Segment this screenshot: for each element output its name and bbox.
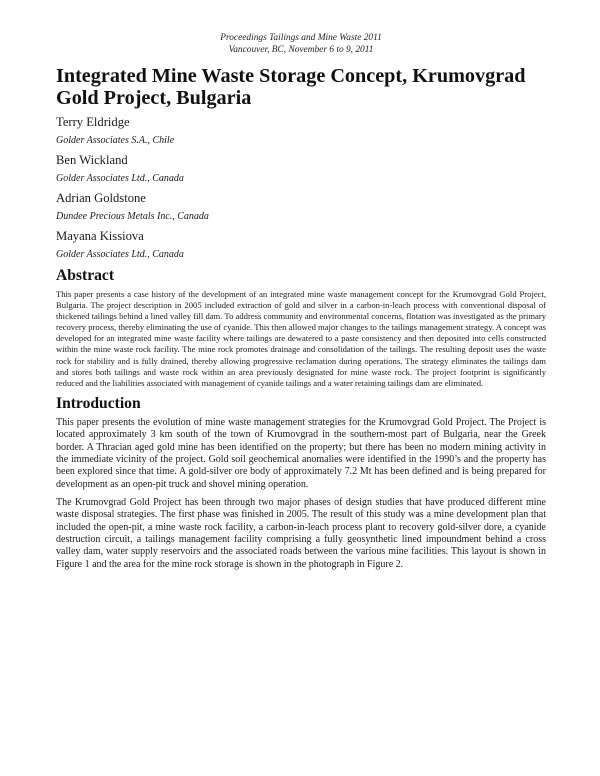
author-affiliation: Golder Associates Ltd., Canada: [56, 173, 184, 184]
paper-title: Integrated Mine Waste Storage Concept, Krumovgrad Gold Project, Bulgaria: [56, 65, 526, 109]
author-name: Mayana Kissiova: [56, 229, 144, 243]
author-affiliation: Dundee Precious Metals Inc., Canada: [56, 211, 209, 222]
author-block: [56, 153, 546, 185]
abstract-text: This paper presents a case history of the development of an integrated mine waste management concept for the Krumovgrad Gold Project, Bulgaria. The project description in 2005 included extraction of gold and silver in a carbon-in-leach process with conventional disposal of thickened tailings behind a lined valley fill dam. To address community and environmental concerns, flotation was investigated as the primary recovery process, thereby eliminating the use of cyanide. This then allowed major changes to the tailings management strategy. A concept was developed for an integrated mine waste facility where tailings are dewatered to a paste consistency and then deposited into cells constructed within the mine waste rock facility. The mine rock promotes drainage and consolidation of the tailings. The resulting deposit uses the waste rock for stability and is fully drained, thereby allowing progressive reclamation during operations. The strategy eliminates the tailings dam and stores both tailings and waste rock within an area previously designated for mine waste rock. The project footprint is significantly reduced and the liabilities associated with management of cyanide tailings and a water retaining tailings dam are eliminated.: [56, 289, 546, 388]
introduction-paragraph: The Krumovgrad Gold Project has been through two major phases of design studies that have produced different mine waste disposal strategies. The first phase was finished in 2005. The result of this study was a mine development plan that included the open-pit, a mine waste rock facility, a carbon-in-leach process plant to recovery gold-silver dore, a cyanide destruction circuit, a tailings management facility comprising a fully geosynthetic lined impoundment behind a cross valley dam, water supply reservoirs and the associated roads between the various mine facilities. This layout is shown in Figure 1 and the area for the mine rock storage is shown in the photograph in Figure 2.: [56, 496, 546, 570]
author-name: Adrian Goldstone: [56, 191, 146, 205]
author-block: [56, 115, 546, 147]
author-list: [56, 115, 546, 261]
proceedings-name: Proceedings Tailings and Mine Waste 2011: [220, 33, 382, 43]
author-affiliation: Golder Associates S.A., Chile: [56, 135, 175, 146]
paper-page: [56, 32, 546, 577]
author-block: [56, 229, 546, 261]
introduction-paragraph: This paper presents the evolution of mine waste management strategies for the Krumovgrad Gold Project. The Project is located approximately 3 km south of the town of Krumovgrad in the southern-most part of Bulgaria, near the Greek border. A Thracian aged gold mine has been identified on the property; but there has been no modern mining activity in the immediate vicinity of the project. Gold soil geochemical anomalies were identified in the 1990’s and the property has been explored since that time. A gold-silver ore body of approximately 7.2 Mt has been defined and is being prepared for development as an open-pit truck and shovel mining operation.: [56, 416, 546, 490]
author-name: Ben Wickland: [56, 153, 128, 167]
running-header: [56, 32, 546, 56]
conference-location-date: Vancouver, BC, November 6 to 9, 2011: [228, 45, 374, 55]
author-affiliation: Golder Associates Ltd., Canada: [56, 249, 184, 260]
introduction-heading: Introduction: [56, 394, 141, 412]
author-name: Terry Eldridge: [56, 115, 130, 129]
abstract-heading: Abstract: [56, 267, 115, 284]
author-block: [56, 191, 546, 223]
